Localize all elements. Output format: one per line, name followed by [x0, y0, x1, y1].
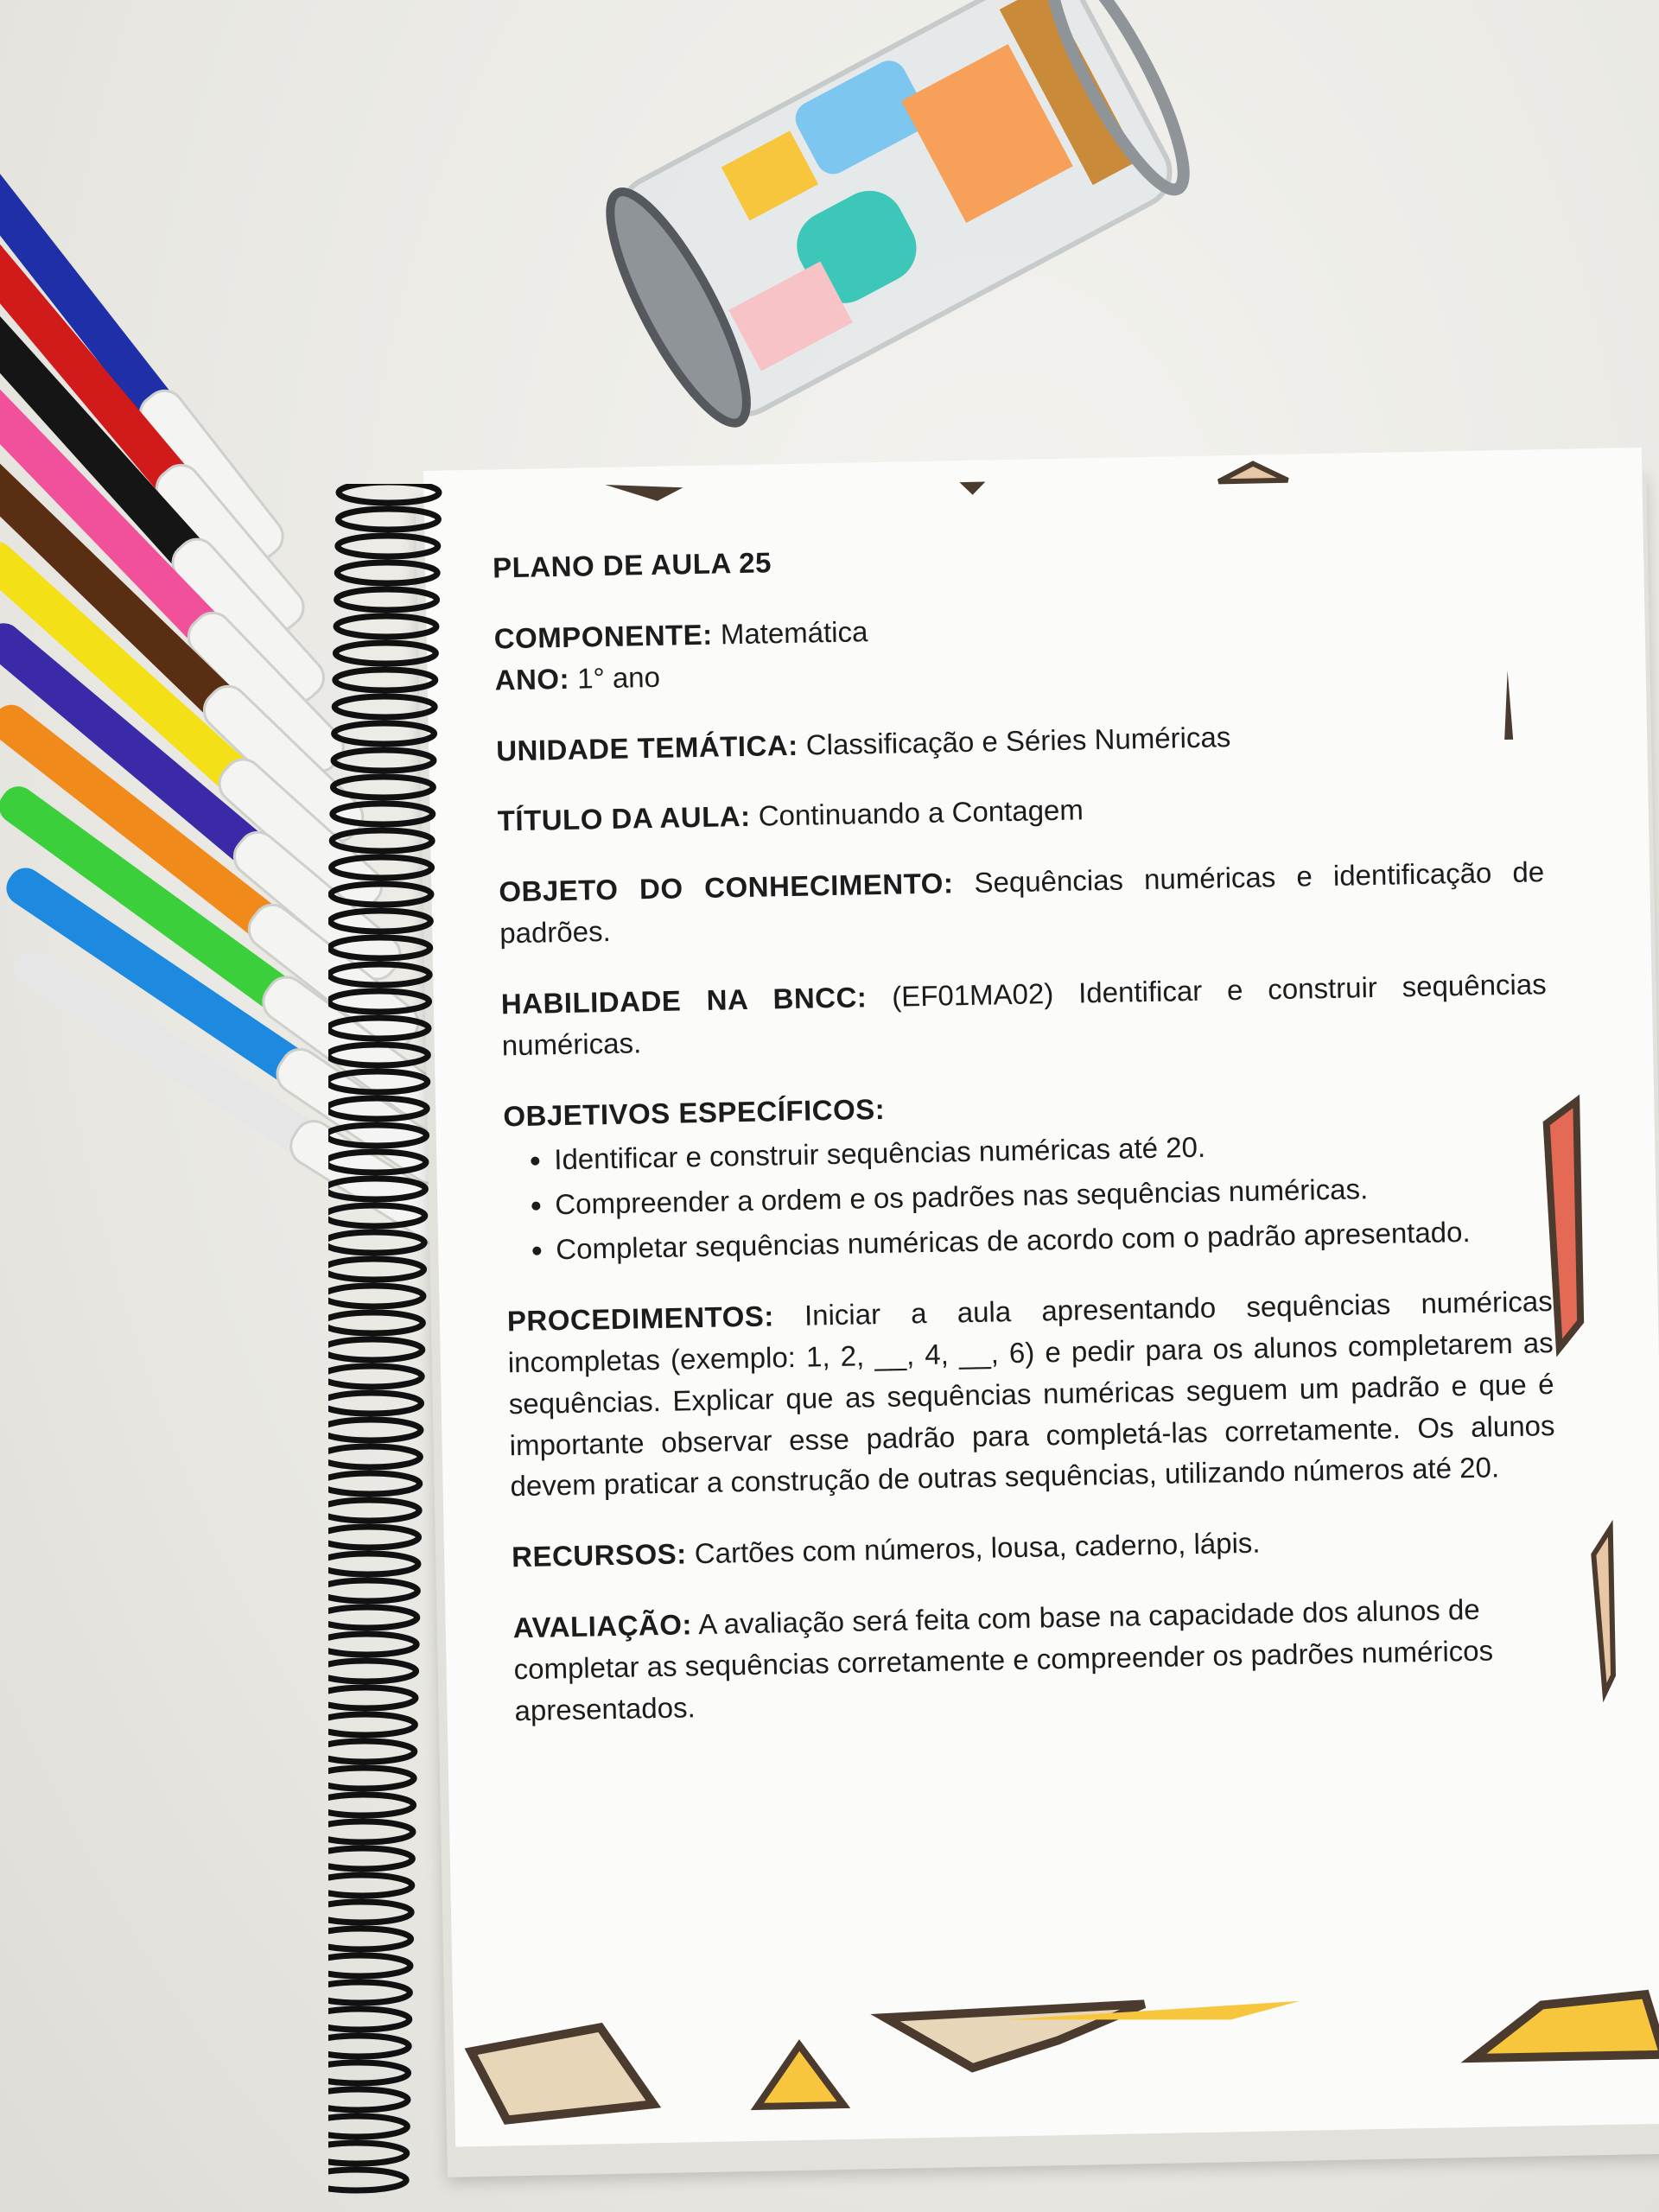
avaliacao-value: A avaliação será feita com base na capacidade dos alunos de completar as sequências corretamente e compreender os padrões numéricos apresentados.: [513, 1592, 1494, 1726]
plan-title: PLANO DE AULA 25: [492, 546, 772, 584]
spiral-coil: [328, 1313, 423, 1333]
spiral-coil: [328, 1179, 425, 1199]
procedimentos-label: PROCEDIMENTOS:: [506, 1300, 775, 1338]
spiral-coil: [328, 1688, 416, 1708]
spiral-coil: [328, 1795, 414, 1815]
spiral-coil: [328, 1259, 424, 1280]
recursos-label: RECURSOS:: [511, 1537, 687, 1573]
spiral-coil: [328, 1420, 421, 1440]
spiral-coil: [335, 670, 435, 690]
spiral-coil: [328, 1848, 412, 1869]
spiral-binding: [328, 484, 484, 2212]
spiral-coil: [328, 1125, 427, 1146]
list-item: • Identificar e construir sequências numéricas até 20.: [554, 1121, 1550, 1181]
objeto-value: Sequências numéricas e identificação de padrões.: [499, 855, 1545, 950]
spiral-coil: [328, 1045, 428, 1065]
spiral-coil: [328, 1875, 412, 1896]
spiral-coil: [328, 2143, 407, 2164]
spiral-coil: [338, 536, 438, 556]
spiral-coil: [328, 1500, 419, 1521]
spiral-coil: [328, 2116, 407, 2137]
spiral-coil: [328, 1661, 416, 1681]
spiral-coil: [333, 777, 433, 798]
spiral-coil: [328, 2089, 408, 2110]
spiral-coil: [338, 509, 438, 530]
spiral-coil: [328, 1393, 422, 1414]
ano-value: 1° ano: [576, 660, 661, 695]
spiral-coil: [336, 616, 436, 637]
titulo-label: TÍTULO DA AULA:: [497, 800, 751, 837]
recursos-line: [512, 1516, 1558, 1578]
spiral-coil: [328, 1473, 420, 1494]
componente-label: COMPONENTE:: [493, 618, 714, 655]
unidade-line: [496, 710, 1542, 772]
spiral-coil: [328, 1527, 419, 1548]
spiral-coil: [328, 2009, 410, 2030]
spiral-coil: [328, 1929, 411, 1949]
spiral-coil: [329, 991, 429, 1012]
habilidade-line: [500, 963, 1548, 1066]
spiral-coil: [337, 563, 437, 583]
objeto-line: [499, 851, 1546, 954]
habilidade-value: (EF01MA02) Identificar e construir sequências numéricas.: [501, 968, 1547, 1062]
spiral-coil: [328, 1205, 425, 1226]
titulo-line: [497, 781, 1543, 842]
componente-value: Matemática: [720, 615, 868, 651]
spiral-coil: [328, 1366, 422, 1387]
lesson-plan-text: [493, 527, 1561, 1761]
spiral-coil: [334, 723, 435, 744]
spiral-coil: [330, 938, 430, 958]
avaliacao-label: AVALIAÇÃO:: [512, 1608, 693, 1644]
objetivos-list: [504, 1121, 1552, 1272]
list-item: • Completar sequências numéricas de acordo com o padrão apresentado.: [556, 1210, 1552, 1270]
spiral-coil: [328, 1902, 411, 1923]
unidade-label: UNIDADE TEMÁTICA:: [495, 728, 799, 766]
objetivos-label: OBJETIVOS ESPECÍFICOS:: [502, 1092, 886, 1132]
spiral-coil: [328, 2036, 409, 2056]
spiral-coil: [328, 1554, 418, 1574]
spiral-coil: [328, 1741, 415, 1762]
unidade-value: Classificação e Séries Numéricas: [805, 720, 1231, 761]
spiral-coil: [328, 1232, 424, 1253]
spiral-coil: [329, 964, 429, 985]
spiral-coil: [339, 484, 439, 503]
spiral-coil: [328, 1634, 416, 1655]
notebook: [423, 448, 1659, 2164]
spiral-coil: [334, 750, 434, 771]
procedimentos-value: Iniciar a aula apresentando sequências numéricas incompletas (exemplo: 1, 2, __, 4, __, 6) e pedir para os alunos completarem as sequências. Explicar que as sequências numéricas seguem um padrão e que é importante observar esse padrão para completá-las corretamente. Os alunos devem praticar a construção de outras sequências, utilizando números até 20.: [507, 1285, 1555, 1503]
ano-label: ANO:: [494, 662, 570, 696]
spiral-coil: [330, 911, 430, 931]
lesson-plan-page: [423, 448, 1659, 2147]
spiral-coil: [335, 643, 435, 664]
spiral-coil: [332, 830, 432, 851]
spiral-coil: [334, 696, 435, 717]
spiral-coil: [328, 2170, 406, 2190]
spiral-coil: [328, 1821, 413, 1842]
titulo-value: Continuando a Contagem: [758, 793, 1084, 833]
avaliacao-line: [512, 1587, 1560, 1732]
spiral-coil: [328, 1286, 423, 1306]
spiral-coil: [333, 804, 433, 824]
spiral-coil: [328, 1446, 420, 1467]
spiral-coil: [328, 2063, 409, 2083]
spiral-coil: [337, 589, 437, 610]
eraser-jar: [0, 0, 1659, 518]
habilidade-label: HABILIDADE NA BNCC:: [500, 981, 868, 1020]
spiral-coil: [332, 857, 432, 878]
recursos-value: Cartões com números, lousa, caderno, lápis.: [694, 1526, 1261, 1570]
spiral-coil: [328, 1580, 417, 1601]
spiral-coil: [328, 1955, 410, 1976]
spiral-coil: [328, 1714, 415, 1735]
spiral-coil: [328, 1071, 428, 1092]
spiral-coil: [328, 1607, 417, 1628]
spiral-coil: [328, 1768, 414, 1789]
procedimentos-line: [506, 1281, 1555, 1507]
objeto-label: OBJETO DO CONHECIMENTO:: [499, 867, 954, 908]
spiral-coil: [328, 1982, 410, 2003]
spiral-coil: [331, 884, 431, 905]
list-item: • Compreender a ordem e os padrões nas sequências numéricas.: [555, 1165, 1551, 1225]
spiral-coil: [328, 1339, 423, 1360]
spiral-coil: [328, 1018, 429, 1039]
spiral-coil: [328, 1098, 427, 1119]
spiral-coil: [328, 1152, 426, 1173]
